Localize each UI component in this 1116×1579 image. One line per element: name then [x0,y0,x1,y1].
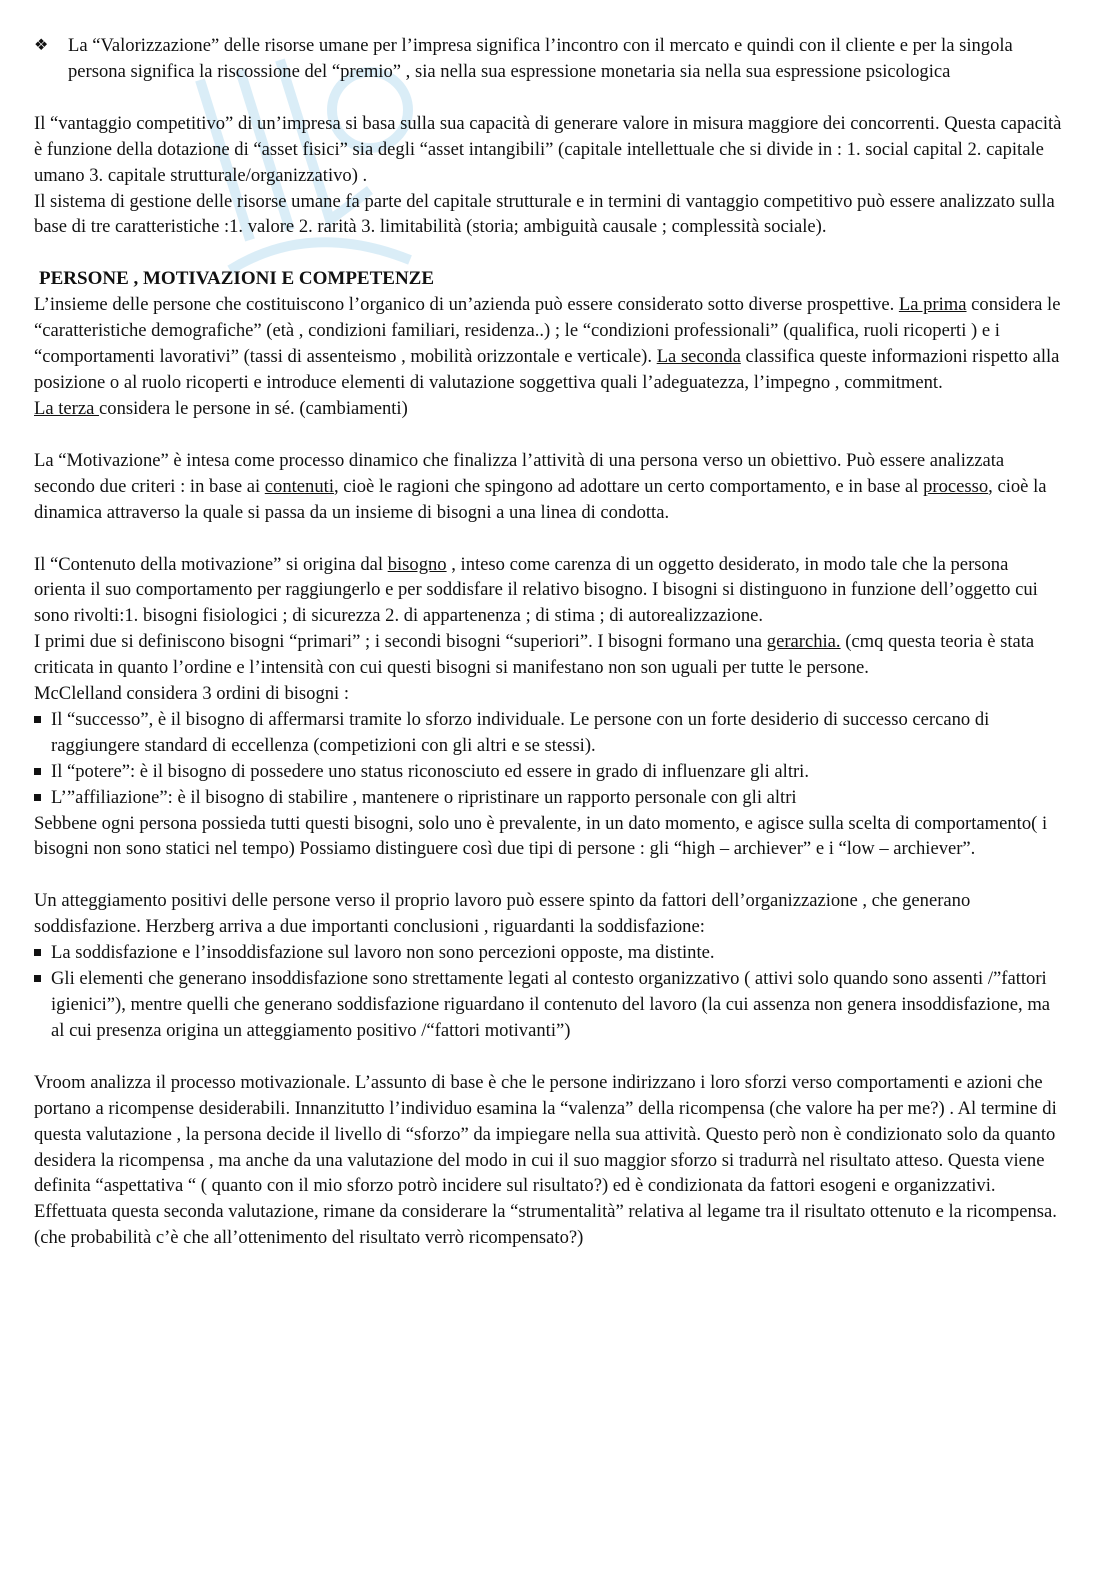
text-run: classifica queste informazioni rispetto alla posizione o al ruolo ricoperti e introduce elementi di valutazione soggettiva quali l’adeguatezza, l’impegno , commitment. [34,346,1060,393]
intro-bullet-text: La “Valorizzazione” delle risorse umane per l’impresa significa l’incontro con il mercato e quindi con il cliente e per la singola persona significa la riscossione del “premio” , sia nella sua espressione monetaria sia nella sua espressione psicologica [68,35,1013,82]
text-run: (cmq questa teoria è stata criticata in quanto l’ordine e l’intensità con cui questi bisogni si manifestano non son uguali per tutte le persone. [34,631,1035,679]
list-item-text: Il “successo”, è il bisogno di affermarsi tramite lo sforzo individuale. Le persone con un forte desiderio di successo cercano di raggiungere standard di eccellenza (competizioni con gli altri e se stessi). [51,708,990,756]
list-item [34,940,1064,966]
text-run: I primi due si definiscono bisogni “primari” ; i secondi bisogni “superiori”. I bisogni formano una [34,631,767,653]
list-item [34,966,1064,1044]
underlined-term: processo [923,475,989,497]
text-run: , inteso come carenza di un oggetto desiderato, in modo tale che la persona orienta il suo comportamento per raggiungerlo e per soddisfare il relativo bisogno. I bisogni si distinguono in funzione dell’oggetto cui sono rivolti:1. bisogni fisiologici ; di sicurezza 2. di appartenenza ; di stima ; di autorealizzazione. [34,553,1038,627]
underlined-term: La terza [34,397,100,419]
underlined-term: gerarchia. [766,631,841,653]
list-item [34,785,1064,811]
paragraph-gerarchia [34,629,1064,681]
text-run: L’insieme delle persone che costituiscono l’organico di un’azienda può essere considerato sotto diverse prospettive. [34,294,899,316]
intro-bullet-item [34,33,1064,85]
paragraph-herzberg: Un atteggiamento positivi delle persone verso il proprio lavoro può essere spinto da fattori dell’organizzazione , che generano soddisfazione. Herzberg arriva a due importanti conclusioni , riguardanti la soddisfazione: [34,890,971,938]
diamond-bullet-icon: ❖ [34,37,49,54]
underlined-term: La prima [898,294,967,316]
document-page [34,33,1064,1251]
section-title: PERSONE , MOTIVAZIONI E COMPETENZE [39,268,435,290]
square-bullet-icon [34,716,41,723]
paragraph-motivazione [34,448,1064,526]
herzberg-list [34,940,1064,1044]
list-item-text: L’”affiliazione”: è il bisogno di stabilire , mantenere o ripristinare un rapporto personale con gli altri [51,786,797,808]
paragraph-mcclelland-after: Sebbene ogni persona possieda tutti questi bisogni, solo uno è prevalente, in un dato momento, e agisce sulla scelta di comportamento( i bisogni non sono statici nel tempo) Possiamo distinguere così due tipi di persone : gli “high – archiever” e i “low – archiever”. [34,812,1048,860]
paragraph-vantaggio-2: Il sistema di gestione delle risorse umane fa parte del capitale strutturale e in termini di vantaggio competitivo può essere analizzato sulla base di tre caratteristiche :1. valore 2. rarità 3. limitabilità (storia; ambiguità causale ; complessità sociale). [34,190,1055,238]
square-bullet-icon [34,768,41,775]
text-run: considera le persone in sé. (cambiamenti) [99,397,408,419]
list-item [34,759,1064,785]
list-item-text: Il “potere”: è il bisogno di possedere uno status riconosciuto ed essere in grado di influenzare gli altri. [51,760,809,782]
square-bullet-icon [34,949,41,956]
list-item-text: Gli elementi che generano insoddisfazione sono strettamente legati al contesto organizzativo ( attivi solo quando sono assenti /”fattori igienici”), mentre quelli che generano soddisfazione riguardano il contenuto del lavoro (la cui assenza non genera insoddisfazione, ma al cui presenza origina un atteggiamento positivo /“fattori motivanti”) [51,968,1051,1041]
text-run: , cioè la dinamica attraverso la quale si passa da un insieme di bisogni a una linea di condotta. [34,475,1047,523]
underlined-term: La seconda [656,346,741,368]
paragraph-vantaggio-1: Il “vantaggio competitivo” di un’impresa si basa sulla sua capacità di generare valore in misura maggiore dei concorrenti. Questa capacità è funzione della dotazione di “asset fisici” sia degli “asset intangibili” (capitale intellettuale che si divide in : 1. social capital 2. capitale umano 3. capitale strutturale/organizzativo) . [34,112,1062,186]
paragraph-contenuto [34,552,1064,630]
mcclelland-list [34,707,1064,811]
square-bullet-icon [34,975,41,982]
text-run: considera le “caratteristiche demografiche” (età , condizioni familiari, residenza..) ; le “condizioni professionali” (qualifica, ruoli ricoperti ) e i “comportamenti lavorativi” (tassi di assenteismo , mobilità orizzontale e verticale). [34,294,1061,368]
paragraph-mcclelland-intro: McClelland considera 3 ordini di bisogni : [34,683,350,705]
underlined-term: bisogno [387,553,447,575]
paragraph-vroom: Vroom analizza il processo motivazionale. L’assunto di base è che le persone indirizzano i loro sforzi verso comportamenti e azioni che portano a ricompense desiderabili. Innanzitutto l’individuo esamina la “valenza” della ricompensa (che valore ha per me?) . Al termine di questa valutazione , la persona decide il livello di “sforzo” da impiegare nella sua attività. Questo però non è condizionato solo da quanto desidera la ricompensa , ma anche da una valutazione del modo in cui il suo maggior sforzo si tradurrà nel risultato atteso. Questa viene definita “aspettativa “ ( quanto con il mio sforzo potrò incidere sul risultato?) ed è condizionata da fattori esogeni e organizzativi. Effettuata questa seconda valutazione, rimane da considerare la “strumentalità” relativa al legame tra il risultato ottenuto e la ricompensa. (che probabilità c’è che all’ottenimento del risultato verrò ricompensato?) [34,1071,1057,1249]
text-run: , cioè le ragioni che spingono ad adottare un certo comportamento, e in base al [334,475,924,497]
square-bullet-icon [34,794,41,801]
text-run: La “Motivazione” è intesa come processo dinamico che finalizza l’attività di una persona verso un obiettivo. Può essere analizzata secondo due criteri : in base ai [34,449,1005,497]
list-item [34,707,1064,759]
underlined-term: contenuti [264,475,334,497]
list-item-text: La soddisfazione e l’insoddisfazione sul lavoro non sono percezioni opposte, ma distinte. [51,942,715,964]
paragraph-persone [34,292,1064,422]
text-run: Il “Contenuto della motivazione” si origina dal [34,553,388,575]
